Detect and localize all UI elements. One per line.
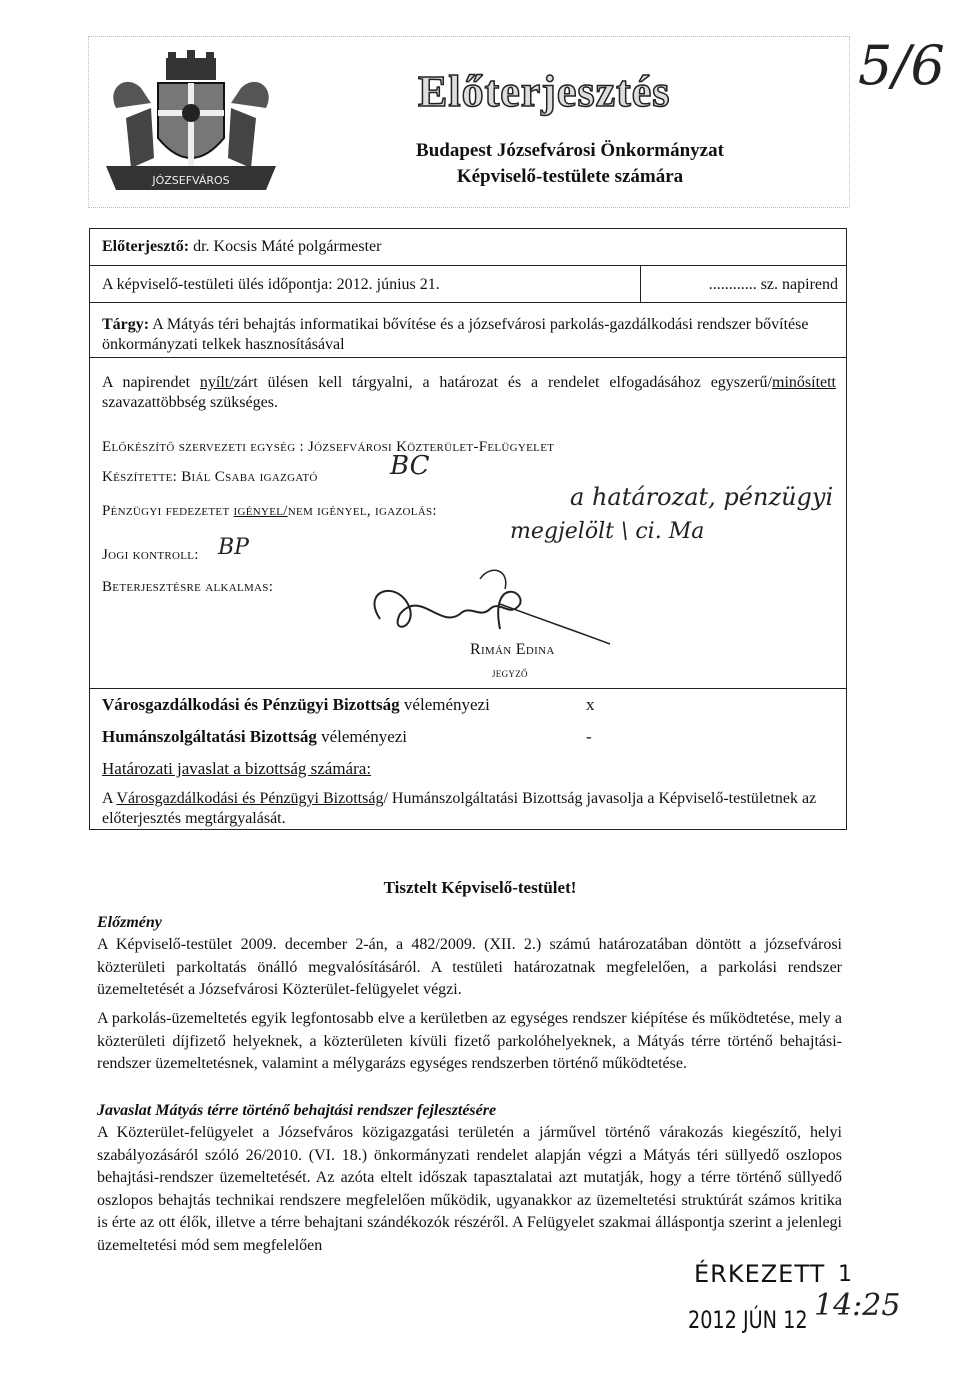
- paragraph-proposal: A Közterület-felügyelet a Józsefváros közigazgatási területén a járművel történő várakozás kiegészítő, helyi szabályozásáról szóló 26/2010. (VI. 18.) önkormányzati rendelet alapján végzi a Mátyás téri süllyedő oszlopos behajtási-rendszer üzemeltetését. Az azóta eltelt időszak tapasztalatai azt mutatják, hogy a térre történő süllyedő oszlopos behajtás technikai rendszere megfelelően működik, ugyanakkor az üzemeltetési struktúrát számos kritika is érte az ott élők, illetve a térre behajtani szándékozók részéről. A Felügyelet szakmai álláspontja szerint a jelenlegi üzemeltetési mód sem megfelelően: [97, 1124, 842, 1254]
- committee2-line: [102, 727, 836, 747]
- proposal-prefix: A: [102, 790, 117, 807]
- committee1-line: [102, 695, 836, 715]
- committee1-name: Városgazdálkodási és Pénzügyi Bizottság: [102, 695, 400, 714]
- funding-label: Pénzügyi fedezetet: [102, 503, 234, 519]
- legal-control-label: Jogi kontroll:: [102, 547, 199, 563]
- presenter-label: Előterjesztő:: [102, 238, 190, 255]
- org-name-line2: Képviselő-testülete számára: [456, 166, 684, 187]
- subject-line: [102, 315, 836, 355]
- received-time-handnote: 14:25: [814, 1288, 901, 1323]
- corner-handwritten-note: 5/6: [858, 34, 945, 97]
- committee2-mark: -: [586, 727, 592, 746]
- greeting: Tisztelt Képviselő-testület!: [383, 878, 577, 897]
- decision-qualified-option: minősített: [772, 374, 836, 391]
- decision-paragraph: [102, 373, 836, 413]
- received-stamp-label: ÉRKEZETT: [694, 1260, 826, 1288]
- notary-title: jegyző: [492, 665, 528, 680]
- paragraph-precedent: A Képviselő-testület 2009. december 2-án, a 482/2009. (XII. 2.) számú határozatában döntött a józsefvárosi közterületi parkoltatás önálló megvalósításáról. A testületi határozatnak megfelelően, a parkolási rendszer üzemeltetését a Józsefvárosi Közterület-felügyelet végzi.: [97, 936, 842, 998]
- document-title: Előterjesztés: [418, 67, 671, 116]
- prep-unit-label: Előkészítő szervezeti egység :: [102, 439, 304, 455]
- proposal-rest: / Humánszolgáltatási Bizottság javasolja a Képviselő-testületnek az előterjesztés megtárgyalását.: [102, 790, 817, 827]
- funding-handwritten-note: a határozat, pénzügyi: [570, 483, 834, 511]
- section-title-precedent: Előzmény: [97, 914, 162, 931]
- info-box: [89, 228, 847, 830]
- org-name-line1: Budapest Józsefvárosi Önkormányzat: [416, 140, 724, 161]
- subject-label: Tárgy:: [102, 316, 150, 333]
- committee1-mark: x: [586, 695, 595, 714]
- notary-name: Rimán Edina: [470, 641, 555, 658]
- funding-required-option: igényel/: [233, 503, 288, 519]
- presenter-line: [102, 237, 836, 257]
- proposal-committee: Városgazdálkodási és Pénzügyi Bizottság: [116, 790, 384, 807]
- proposal-heading: [102, 759, 836, 779]
- subject-text: A Mátyás téri behajtás informatikai bővítése és a józsefvárosi parkolás-gazdálkodási rendszer bővítése önkormányzati telkek hasznosításával: [102, 316, 809, 353]
- proposal-heading-text: Határozati javaslat a bizottság számára:: [102, 759, 372, 778]
- coat-of-arms-logo: [96, 48, 286, 198]
- received-stamp-number: 1: [838, 1262, 852, 1287]
- prepared-by-signature: BC: [390, 451, 430, 481]
- decision-suffix: szavazattöbbség szükséges.: [102, 394, 278, 411]
- legal-control-initials: BP: [218, 535, 249, 560]
- funding-rest: nem igényel, igazolás:: [287, 503, 437, 519]
- crest-banner-text: JÓZSEFVÁROS: [152, 174, 230, 187]
- committee2-name: Humánszolgáltatási Bizottság: [102, 727, 317, 746]
- presenter-value: dr. Kocsis Máté polgármester: [189, 238, 382, 255]
- prepared-by-label: Készítette:: [102, 469, 178, 485]
- section-title-proposal: Javaslat Mátyás térre történő behajtási rendszer fejlesztésére: [97, 1102, 497, 1119]
- submit-label: Beterjesztésre alkalmas:: [102, 579, 274, 595]
- meeting-date: 2012. június 21.: [332, 276, 440, 293]
- prepared-by-value: Biál Csaba igazgató: [181, 469, 318, 485]
- agenda-number: ............ sz. napirend: [708, 276, 838, 293]
- prep-unit-value: Józsefvárosi Közterület-Felügyelet: [308, 439, 555, 455]
- decision-text: zárt ülésen kell tárgyalni, a határozat és a rendelet elfogadásához egyszerű/: [233, 374, 772, 391]
- meeting-label: A képviselő-testületi ülés időpontja:: [102, 276, 333, 293]
- prep-unit-line: [102, 437, 836, 457]
- committee2-verb: véleményezi: [316, 727, 408, 746]
- decision-prefix: A napirendet: [102, 374, 200, 391]
- received-stamp-date: 2012 JÚN 12: [688, 1306, 808, 1334]
- funding-handwritten-note-2: megjelölt \ ci. Ma: [510, 519, 705, 544]
- paragraph-parking-principle: A parkolás-üzemeltetés egyik legfontosabb elve a kerületben az egységes rendszer kiépítése és működtetése, mely a közterületi díjfizető helyeknek, a közterületen kívüli fizető parkolóhelyeknek, a Mátyás térre történő behajtási-rendszer üzemeltetésnek, valamint a mélygarázs egységes rendszerben történő működtetése.: [97, 1010, 842, 1072]
- proposal-text: [102, 789, 836, 829]
- committee1-verb: véleményezi: [399, 695, 490, 714]
- decision-open-option: nyílt/: [199, 374, 234, 391]
